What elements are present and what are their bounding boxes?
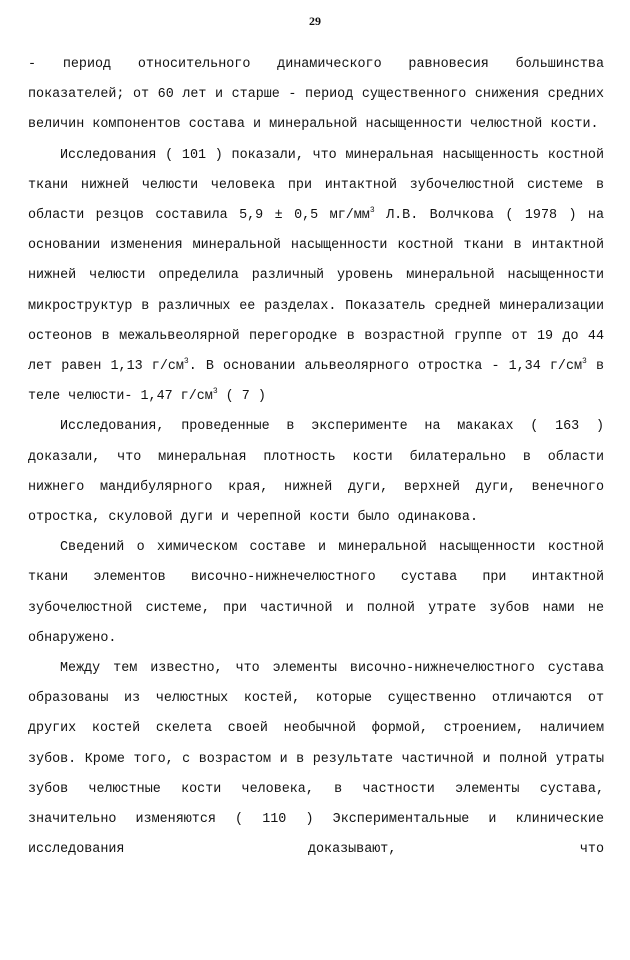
page-number: 29: [309, 14, 321, 28]
paragraph-2-text-3: . В основании альвеолярного отростка - 1,34 г/см: [188, 359, 583, 375]
paragraph-3: Исследования, проведенные в эксперименте на макаках ( 163 ) доказали, что минеральная плотность кости билатерально в области нижнего мандибулярного края, нижней дуги, верхней дуги, венечного отростка, скуловой дуги и черепной кости было одинакова.: [28, 419, 604, 526]
paragraph-2-text-5: ( 7 ): [217, 389, 266, 405]
paragraph-1: - период относительного динамического равновесия большинства показателей; от 60 лет и старше - период существенного снижения средних величин компонентов состава и минеральной насыщенности челюстной кости.: [28, 57, 604, 133]
superscript-cubed: 3: [582, 357, 587, 367]
body-text: [28, 50, 604, 865]
paragraph-2-text-1: Исследования ( 101 ) показали, что минеральная насыщенность костной ткани нижней челюсти человека при интактной зубочелюстной системе в области резцов составила 5,9 ± 0,5 мг/мм: [28, 147, 604, 224]
paragraph-4: Сведений о химическом составе и минеральной насыщенности костной ткани элементов височно-нижнечелюстного сустава при интактной зубочелюстной системе, при частичной и полной утрате зубов нами не обнаружено.: [28, 540, 604, 646]
paragraph-2: [28, 141, 604, 413]
superscript-cubed: 3: [369, 206, 375, 216]
paragraph-2-text-2: Л.В. Волчкова ( 1978 ) на основании изменения минеральной насыщенности костной ткани в интактной нижней челюсти определила различный уровень минеральной насыщенности микроструктур в различных ее разделах. Показатель средней минерализации остеонов в межальвеолярной перегородке в возрастной группе от 19 до 44 лет равен 1,13 г/см: [28, 208, 604, 375]
superscript-cubed: 3: [212, 387, 218, 397]
paragraph-2-text-4: в теле челюсти- 1,47 г/см: [28, 359, 604, 405]
superscript-cubed: 3: [183, 357, 189, 367]
paragraph-5: Между тем известно, что элементы височно-нижнечелюстного сустава образованы из челюстных костей, которые существенно отличаются от других костей скелета своей необычной формой, строением, наличием зубов. Кроме того, с возрастом и в результате частичной и полной утраты зубов челюстные кости человека, в частности элементы сустава, значительно изменяются ( 110 ) Экспериментальные и клинические исследования доказывают, что: [28, 661, 604, 858]
